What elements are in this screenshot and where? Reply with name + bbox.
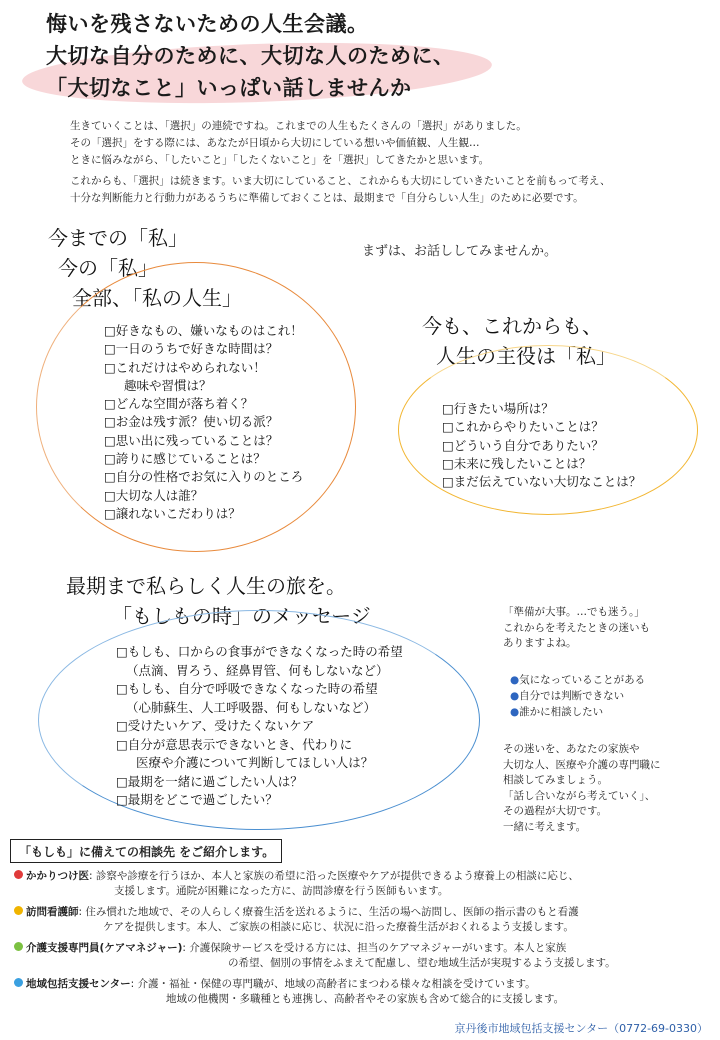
consult-entry: 訪問看護師: 住み慣れた地域で、その人らしく療養生活を送れるように、生活の場へ訪問し、医師の指示書のもと看護 ケアを提供します。本人、ご家族の相談に応じ、状況に沿った療養生活がおくれるよう支援します。 xyxy=(14,905,714,935)
side-advice: その迷いを、あなたの家族や 大切な人、医療や介護の専門職に 相談してみましょう。 「話し合いながら考えていく」、 その過程が大切です。 一緒に考えます。 xyxy=(503,743,661,833)
check-item: □もしも、自分で呼吸できなくなった時の希望 xyxy=(116,681,378,696)
section3-head-2: 「もしもの時」のメッセージ xyxy=(112,604,371,628)
intro-line: ときに悩みながら、「したいこと」「したくないこと」を「選択」してきたかと思います。 xyxy=(70,154,490,166)
check-item: □思い出に残っていることは？ xyxy=(104,432,279,448)
intro-line: これからも、「選択」は続きます。いま大切にしていること、これからも大切にしていきたいことを前もって考え、 xyxy=(70,175,611,187)
intro-text xyxy=(70,118,690,207)
bullet-item: ●誰かに相談したい xyxy=(510,706,604,718)
check-item: □受けたいケア、受けたくないケア xyxy=(116,718,315,733)
blue-dot-icon xyxy=(14,978,23,987)
check-item: （点滴、胃ろう、経鼻胃管、何もしないなど） xyxy=(126,662,389,678)
check-item: □どういう自分でありたい？ xyxy=(442,437,604,453)
title-line-3: 「大切なこと」いっぱい話しませんか xyxy=(46,76,412,100)
check-item: □最期を一緒に過ごしたい人は？ xyxy=(116,773,303,789)
check-item: □お金は残す派？使い切る派？ xyxy=(104,414,279,430)
prompt-text: まずは、お話ししてみませんか。 xyxy=(362,244,558,259)
red-dot-icon xyxy=(14,870,23,879)
check-item: □行きたい場所は？ xyxy=(442,401,554,416)
check-item: □最期をどこで過ごしたい？ xyxy=(116,792,278,807)
title-block xyxy=(0,0,720,110)
check-item: □誇りに感じていることは？ xyxy=(104,451,266,467)
bullet-item: ●気になっていることがある xyxy=(510,674,646,686)
intro-line: 十分な判断能力と行動力があるうちに準備しておくことは、最期まで「自分らしい人生」のために必要です。 xyxy=(70,192,584,204)
consult-entry: 地域包括支援センター: 介護・福祉・保健の専門職が、地域の高齢者にまつわる様々な相談を受けています。 地域の他機関・多職種とも連携し、高齢者やその家族も含めて総合的に支援します。 xyxy=(14,977,714,1007)
title-line-2: 大切な自分のために、大切な人のために、 xyxy=(46,44,455,68)
intro-line: その「選択」をする際には、あなたが日頃から大切にしている想いや価値観、人生観… xyxy=(70,137,480,149)
section1-head-1: 今までの「 私」 xyxy=(48,222,188,251)
section3-checklist xyxy=(116,643,403,810)
green-dot-icon xyxy=(14,942,23,951)
check-item: 趣味や習慣は？ xyxy=(124,377,212,393)
check-item: 医療や介護について判断してほしい人は？ xyxy=(136,755,374,770)
footer-contact: 京丹後市地域包括支援センター（0772-69-0330） xyxy=(454,1022,708,1035)
consult-heading: 「もしも」に備えての相談先 をご紹介します。 xyxy=(10,839,282,863)
section2-head-2: 人生の主役は「 私」 xyxy=(436,340,616,369)
check-item: □大切な人は誰？ xyxy=(104,487,204,503)
section2-checklist xyxy=(442,400,641,491)
section3-head-1: 最期まで 私らしく人生の旅を。 xyxy=(66,570,346,599)
section1-head-2: 今の「 私」 xyxy=(58,252,158,281)
consult-entry: かかりつけ医: 診察や診療を行うほか、本人と家族の希望に沿った医療やケアが提供できるよう療養上の相談に応じ、 支援します。通院が困難になった方に、訪問診療を行う医師もいます。 xyxy=(14,869,714,899)
yellow-dot-icon xyxy=(14,906,23,915)
section1-head-3: 全部、「 私の人生」 xyxy=(72,282,242,311)
check-item: □もしも、口からの食事ができなくなった時の希望 xyxy=(116,644,403,659)
check-item: □まだ伝えていない大切なことは？ xyxy=(442,474,642,490)
check-item: □どんな空間が落ち着く？ xyxy=(104,396,254,412)
check-item: □譲れないこだわりは？ xyxy=(104,505,241,521)
intro-line: 生きていくことは、「選択」の連続ですね。これまでの人生もたくさんの「選択」がありました。 xyxy=(70,120,527,132)
check-item: □これからやりたいことは？ xyxy=(442,419,604,435)
section1-checklist xyxy=(104,322,303,523)
check-item: □好きなもの、嫌いなものはこれ！ xyxy=(104,323,303,338)
check-item: □自分が意思表示できないとき、代わりに xyxy=(116,736,353,752)
bullet-item: ●自分では判断できない xyxy=(510,690,625,702)
check-item: □未来に残したいことは？ xyxy=(442,455,592,471)
consult-entry: 介護支援専門員(ケアマネジャー): 介護保険サービスを受ける方には、担当のケアマネジャーがいます。本人と家族 の希望、個別の事情をふまえて配慮し、望む地域生活が実現するよう支援します。 xyxy=(14,941,714,971)
check-item: □自分の性格でお気に入りのところ xyxy=(104,469,304,485)
check-item: （心肺蘇生、人工呼吸器、何もしないなど） xyxy=(126,699,377,715)
consult-list xyxy=(14,869,714,1007)
check-item: □これだけはやめられない！ xyxy=(104,359,266,375)
side-bullets xyxy=(510,672,645,720)
section2-head-1: 今も、これからも、 xyxy=(422,314,602,338)
title-line-1: 悔いを残さないための人生会議。 xyxy=(46,12,369,36)
side-note: 「準備が大事。…でも迷う。」 これからを考えたときの迷いも ありますよね。 xyxy=(503,606,650,649)
check-item: □一日のうちで好きな時間は？ xyxy=(104,341,279,357)
